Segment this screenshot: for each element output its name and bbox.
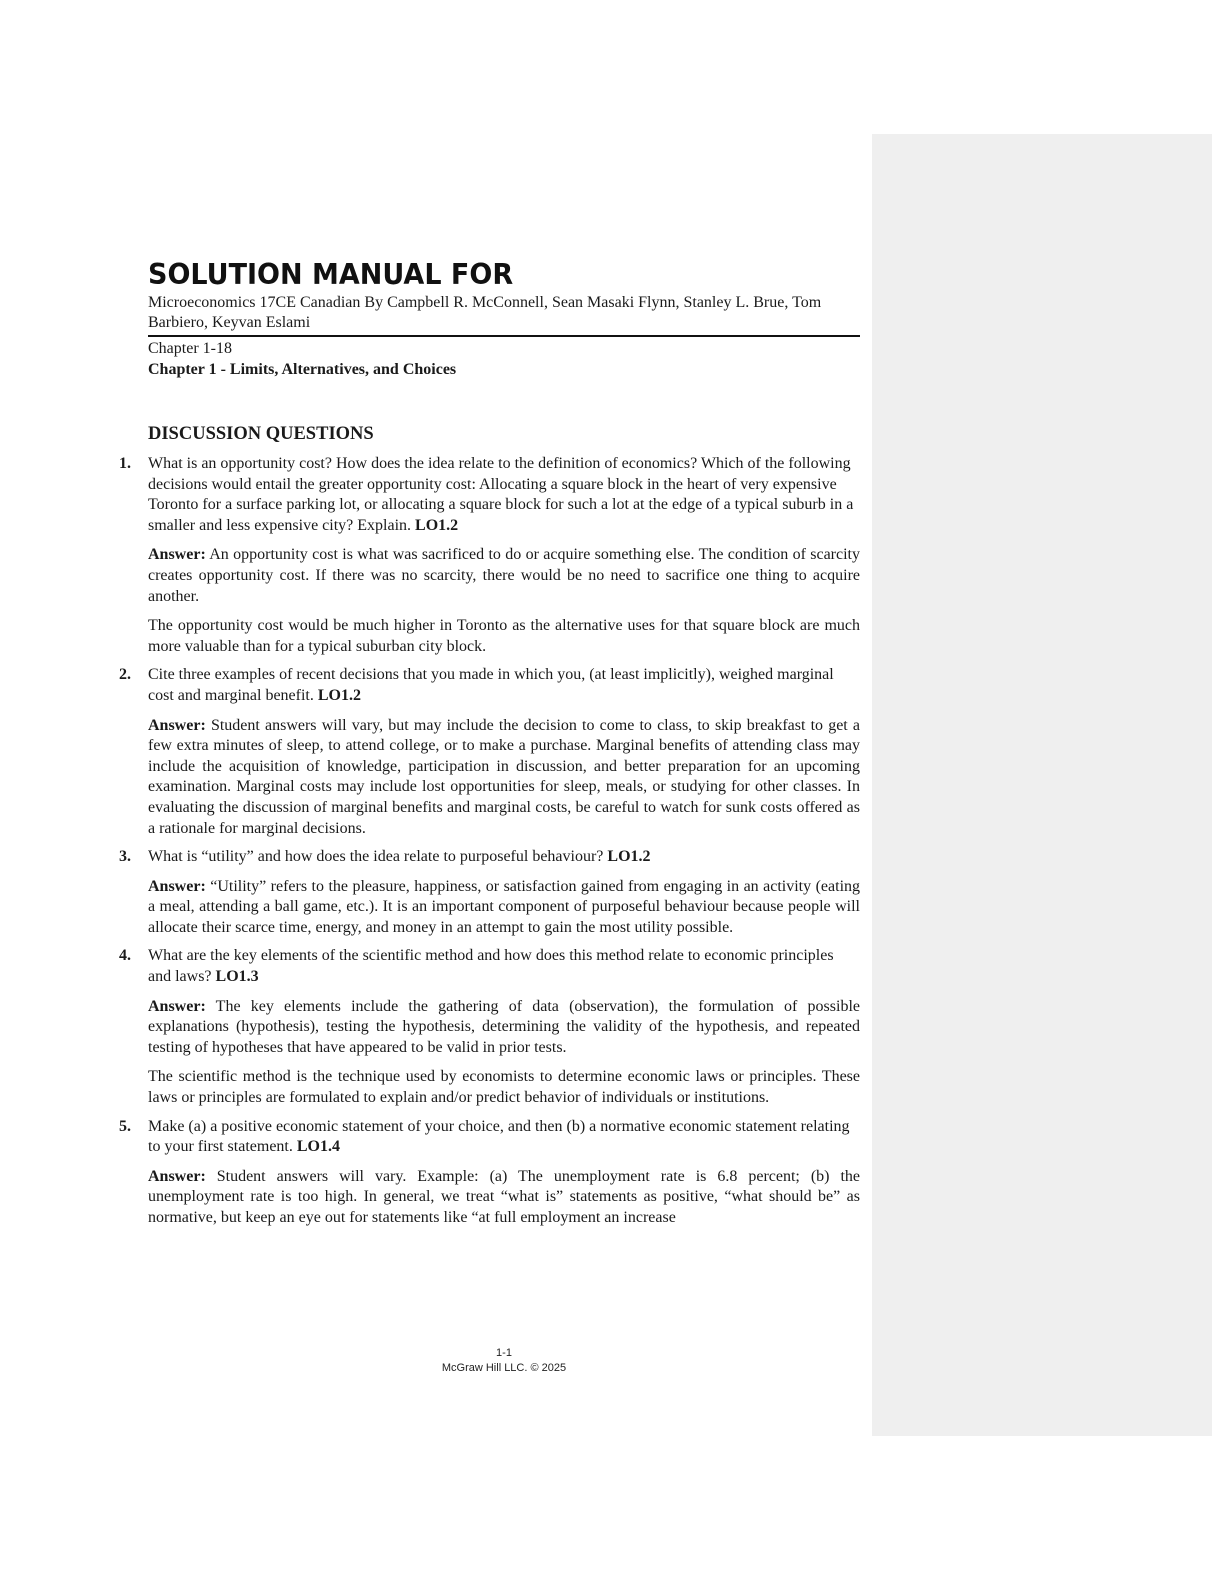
question-text: Make (a) a positive economic statement of your choice, and then (b) a normative economic statement relating to your first statement. <box>148 1117 850 1156</box>
question-text: What is “utility” and how does the idea relate to purposeful behaviour? <box>148 848 604 866</box>
answer-text: “Utility” refers to the pleasure, happiness, or satisfaction gained from engaging in an activity (eating a meal, attending a ball game, etc.). It is an important component of purposeful behaviour because people will allocate their scarce time, energy, and money in an attempt to gain the most utility possible. <box>148 877 861 936</box>
page-content <box>119 258 861 1237</box>
learning-objective: LO1.2 <box>607 848 651 866</box>
chapter-range: Chapter 1-18 <box>148 340 232 357</box>
answer-text-extra: The scientific method is the technique used by economists to determine economic laws or principles. These laws or principles are formulated to explain and/or predict behavior of individuals or institutions. <box>148 1068 860 1107</box>
question-text: What is an opportunity cost? How does the idea relate to the definition of economics? Which of the following decisions would entail the greater opportunity cost: Allocating a square block in the heart of very expensive Toronto for a surface parking lot, or allocating a square block for such a lot at the edge of a typical suburb in a smaller and less expensive city? Explain. <box>148 455 854 534</box>
question-number: 1. <box>119 455 131 472</box>
chapter-title: Chapter 1 - Limits, Alternatives, and Choices <box>148 361 457 378</box>
answer-text: An opportunity cost is what was sacrificed to do or acquire something else. The condition of scarcity creates opportunity cost. If there was no scarcity, there would be no need to sacrifice one thing to acquire another. <box>148 546 860 605</box>
learning-objective: LO1.4 <box>296 1138 340 1156</box>
question-text: What are the key elements of the scientific method and how does this method relate to economic principles and laws? <box>148 947 834 986</box>
section-heading: DISCUSSION QUESTIONS <box>148 424 374 444</box>
answer-label: Answer: <box>148 1167 206 1185</box>
comment-margin-pane <box>872 134 1212 1436</box>
question-item <box>119 1117 860 1229</box>
answer-text: Student answers will vary. Example: (a) The unemployment rate is 6.8 percent; (b) the unemployment rate is too high. In general, we treat “what is” statements as positive, “what should be” as normative, but keep an eye out for statements like “at full employment an increase <box>148 1167 860 1226</box>
document-title: SOLUTION MANUAL FOR <box>148 259 514 292</box>
question-number: 3. <box>119 848 131 866</box>
learning-objective: LO1.2 <box>415 516 459 534</box>
answer-label: Answer: <box>148 546 206 564</box>
answer-text-extra: The opportunity cost would be much higher in Toronto as the alternative uses for that square block are much more valuable than for a typical suburban city block. <box>148 617 860 655</box>
answer-label: Answer: <box>148 997 206 1015</box>
learning-objective: LO1.2 <box>317 686 361 704</box>
question-item <box>119 847 861 938</box>
question-item <box>119 946 860 1108</box>
answer-label: Answer: <box>148 716 206 734</box>
answer-text: Student answers will vary, but may include the decision to come to class, to skip breakfast to get a few extra minutes of sleep, to attend college, or to make a purchase. Marginal benefits of attending class may include the acquisition of knowledge, participation in discussion, and better preparation for an upcoming examination. Marginal costs may include lost opportunities for sleep, meals, or studying for other classes. In evaluating the discussion of marginal benefits and marginal costs, be careful to watch for sunk costs offered as a rationale for marginal decisions. <box>148 716 861 837</box>
question-list <box>119 454 861 1229</box>
question-item <box>119 454 860 657</box>
question-number: 2. <box>119 666 131 684</box>
question-item <box>119 665 861 839</box>
document-subtitle: Microeconomics 17CE Canadian By Campbell R. McConnell, Sean Masaki Flynn, Stanley L. Brue, Tom Barbiero, Keyvan Eslami <box>148 293 860 337</box>
question-text: Cite three examples of recent decisions that you made in which you, (at least implicitly), weighed marginal cost and marginal benefit. <box>148 666 834 704</box>
answer-label: Answer: <box>148 877 206 895</box>
learning-objective: LO1.3 <box>215 968 259 986</box>
answer-text: The key elements include the gathering of data (observation), the formulation of possible explanations (hypothesis), testing the hypothesis, determining the validity of the hypothesis, and repeated testing of hypotheses that have appeared to be valid in prior tests. <box>148 997 860 1056</box>
question-number: 5. <box>119 1117 131 1135</box>
page-number: 1-1 <box>496 1347 512 1359</box>
question-number: 4. <box>119 947 131 965</box>
page-footer <box>148 1346 860 1376</box>
copyright-notice: McGraw Hill LLC. © 2025 <box>441 1362 567 1374</box>
